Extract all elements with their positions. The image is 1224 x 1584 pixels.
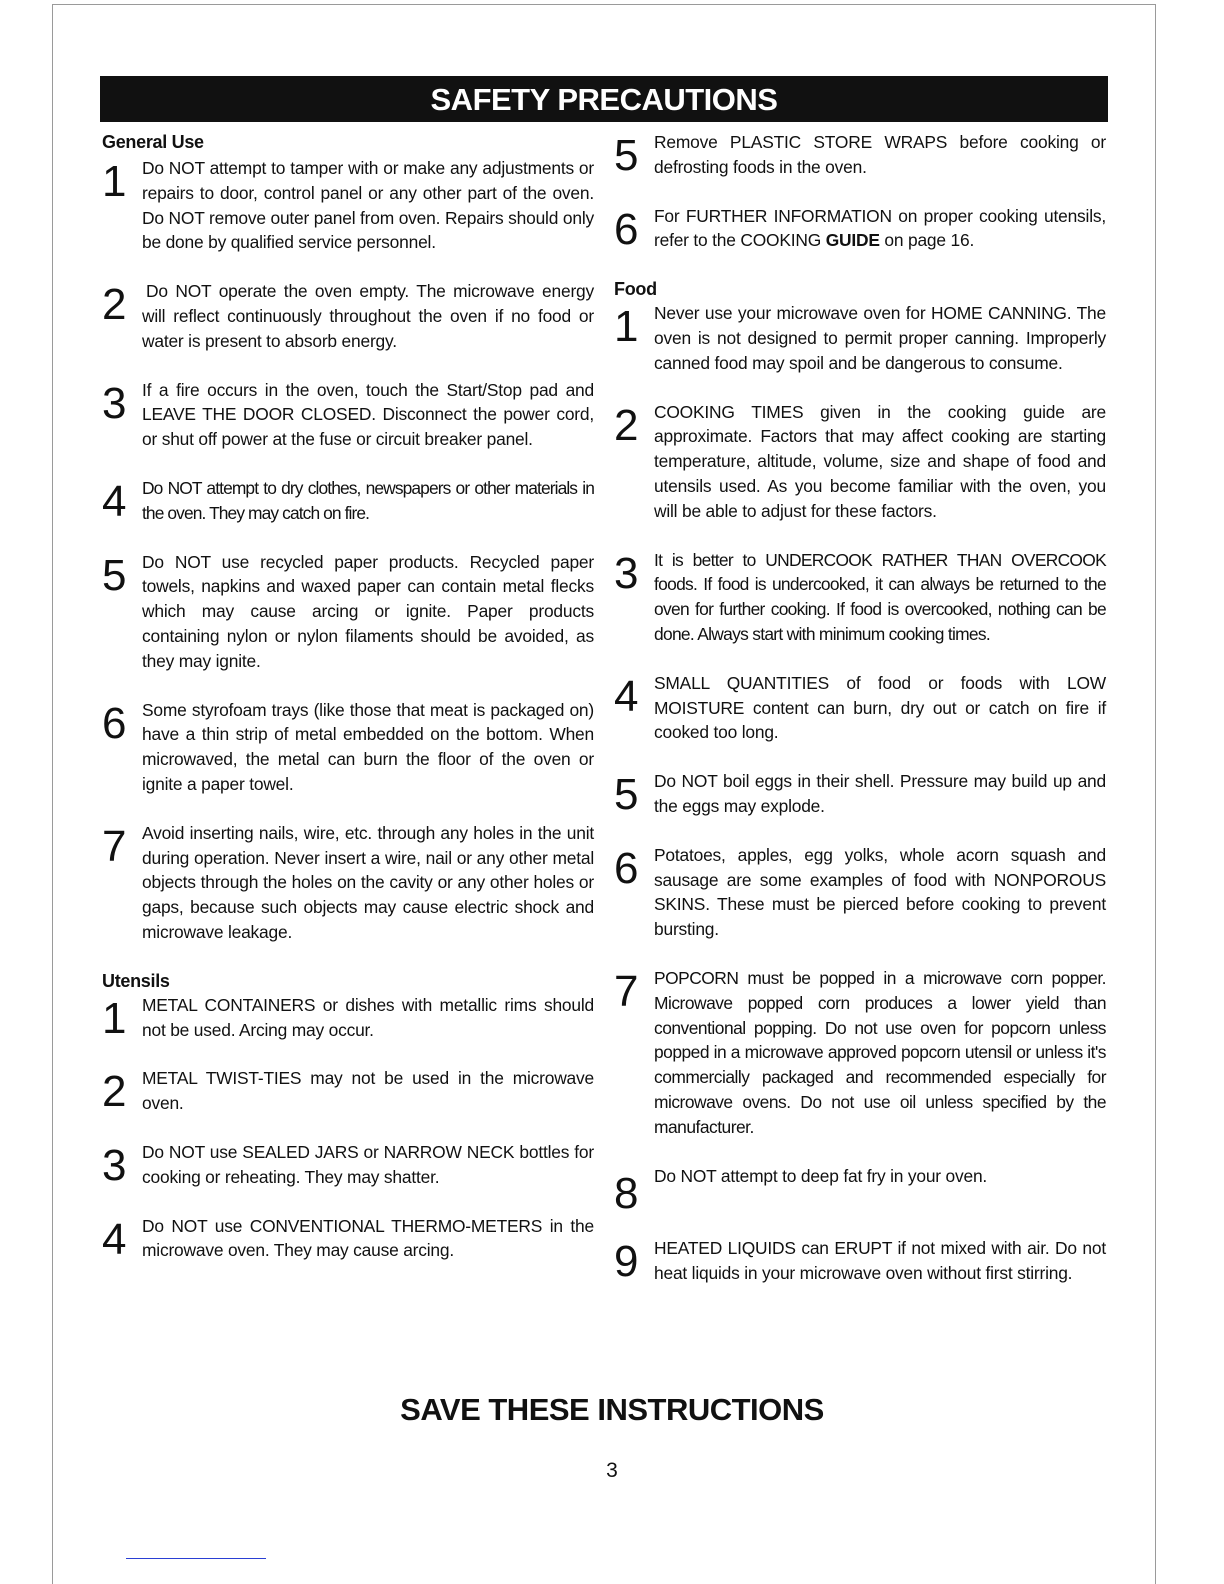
item-text-part: on page 16. — [879, 230, 975, 251]
item-text: Do NOT use recycled paper products. Recycled paper towels, napkins and waxed paper can contain metal flecks which may cause arcing or ignite. Paper products containing nylon or nylon filaments should be avoided, as they may ignite. — [142, 551, 594, 671]
item-text-part: For FURTHER INFORMATION on proper cooking utensils, refer to the COOKING — [654, 205, 1106, 251]
item-text: Avoid inserting nails, wire, etc. through any holes in the unit during operation. Never insert a wire, nail or any other metal objects through the holes on the cavity or any other holes or gaps, because such objects may cause electric shock and microwave leakage. — [142, 822, 594, 942]
item-number: 7 — [614, 966, 639, 1016]
item-text: SMALL QUANTITIES of food or foods with LOW MOISTURE content can burn, dry out or catch on fire if cooked too long. — [654, 672, 1106, 743]
item-number: 5 — [102, 550, 127, 600]
item-text: It is better to UNDERCOOK RATHER THAN OVERCOOK foods. If food is undercooked, it can always be returned to the oven for further cooking. If food is overcooked, nothing can be done. Always start with minimum cooking times. — [654, 549, 1106, 644]
food-item — [614, 1164, 1106, 1218]
save-instructions-heading: SAVE THESE INSTRUCTIONS — [400, 1392, 824, 1427]
item-number: 3 — [102, 378, 127, 428]
item-number: 1 — [102, 157, 127, 206]
item-number: 9 — [614, 1237, 639, 1287]
page-title: SAFETY PRECAUTIONS — [100, 76, 1108, 122]
item-text: Do NOT attempt to dry clothes, newspapers or other materials in the oven. They may catch on fire. — [142, 477, 594, 523]
item-number: 6 — [614, 204, 639, 254]
food-item — [614, 769, 1106, 819]
food-item — [614, 301, 1106, 375]
food-item — [614, 671, 1106, 745]
item-number: 3 — [614, 548, 639, 598]
food-heading: Food — [614, 279, 657, 300]
item-number: 6 — [614, 843, 639, 893]
item-number: 4 — [102, 476, 127, 526]
utensils-heading: Utensils — [102, 970, 170, 991]
general-use-item — [102, 279, 594, 353]
item-number: 1 — [614, 302, 639, 352]
item-text: METAL TWIST-TIES may not be used in the microwave oven. — [142, 1068, 594, 1114]
item-text: If a fire occurs in the oven, touch the Start/Stop pad and LEAVE THE DOOR CLOSED. Disconnect the power cord, or shut off power at the fuse or circuit breaker panel. — [142, 379, 594, 450]
item-text: Some styrofoam trays (like those that meat is packaged on) have a thin strip of metal embedded on the bottom. When microwaved, the metal can burn the floor of the oven or ignite a paper towel. — [142, 699, 594, 794]
item-text-bold: GUIDE — [825, 230, 880, 251]
food-item — [614, 843, 1106, 942]
item-text: Potatoes, apples, egg yolks, whole acorn squash and sausage are some examples of food with NONPOROUS SKINS. These must be pierced before cooking to prevent bursting. — [654, 844, 1106, 940]
footer-link-underline — [126, 1558, 266, 1559]
item-text: Do NOT attempt to deep fat fry in your oven. — [654, 1165, 988, 1186]
general-use-item — [102, 698, 594, 797]
item-text: Do NOT attempt to tamper with or make any adjustments or repairs to door, control panel or any other part of the oven. Do NOT remove outer panel from oven. Repairs should only be done by qualified service personnel. — [142, 158, 594, 253]
item-number: 6 — [102, 698, 127, 748]
item-text: HEATED LIQUIDS can ERUPT if not mixed with air. Do not heat liquids in your microwave oven without first stirring. — [654, 1238, 1106, 1284]
item-number: 1 — [102, 993, 127, 1043]
item-text: METAL CONTAINERS or dishes with metallic rims should not be used. Arcing may occur. — [142, 994, 594, 1040]
page-number: 3 — [606, 1459, 618, 1482]
item-number: 3 — [102, 1140, 127, 1190]
item-text: COOKING TIMES given in the cooking guide are approximate. Factors that may affect cooking are starting temperature, altitude, volume, size and shape of food and utensils used. As you become familiar with the oven, you will be able to adjust for these factors. — [654, 401, 1106, 521]
item-number: 5 — [614, 131, 639, 180]
item-number: 2 — [102, 1067, 127, 1117]
right-column — [614, 130, 1106, 1286]
item-text: Do NOT operate the oven empty. The microwave energy will reflect continuously throughout the oven if no food or water is present to absorb energy. — [142, 281, 594, 351]
food-item — [614, 400, 1106, 524]
item-number: 4 — [614, 671, 639, 721]
item-number: 8 — [614, 1168, 639, 1218]
item-number: 2 — [102, 280, 127, 330]
general-use-item — [102, 550, 594, 674]
item-number: 7 — [102, 821, 127, 871]
item-text: Never use your microwave oven for HOME CANNING. The oven is not designed to permit proper canning. Improperly canned food may spoil and be dangerous to consume. — [654, 303, 1106, 373]
general-use-item — [102, 156, 594, 255]
general-use-heading: General Use — [102, 132, 204, 152]
item-number: 5 — [614, 770, 639, 820]
item-text: Do NOT use SEALED JARS or NARROW NECK bottles for cooking or reheating. They may shatter. — [142, 1141, 594, 1187]
food-item — [614, 1236, 1106, 1286]
food-item — [614, 966, 1106, 1140]
utensils-item — [614, 130, 1106, 180]
left-column — [102, 130, 594, 1263]
item-number: 2 — [614, 400, 639, 450]
item-text — [654, 204, 1106, 254]
general-use-item — [102, 476, 594, 526]
utensils-item — [102, 1214, 594, 1264]
general-use-item — [102, 821, 594, 945]
item-text: Remove PLASTIC STORE WRAPS before cooking or defrosting foods in the oven. — [654, 132, 1106, 177]
item-text: POPCORN must be popped in a microwave corn popper. Microwave popped corn produces a lower yield than conventional popping. Do not use oven for popcorn unless popped in a microwave approved popcorn utensil or unless it's commercially packaged and recommended especially for microwave ovens. Do not use oil unless specified by the manufacturer. — [654, 967, 1106, 1137]
utensils-item — [102, 1140, 594, 1190]
item-text: Do NOT boil eggs in their shell. Pressure may build up and the eggs may explode. — [654, 771, 1106, 816]
general-use-item — [102, 378, 594, 452]
utensils-item — [102, 1066, 594, 1116]
food-item — [614, 548, 1106, 647]
item-text: Do NOT use CONVENTIONAL THERMO-METERS in the microwave oven. They may cause arcing. — [142, 1215, 594, 1261]
utensils-item — [614, 204, 1106, 254]
item-number: 4 — [102, 1214, 127, 1264]
utensils-item — [102, 993, 594, 1043]
